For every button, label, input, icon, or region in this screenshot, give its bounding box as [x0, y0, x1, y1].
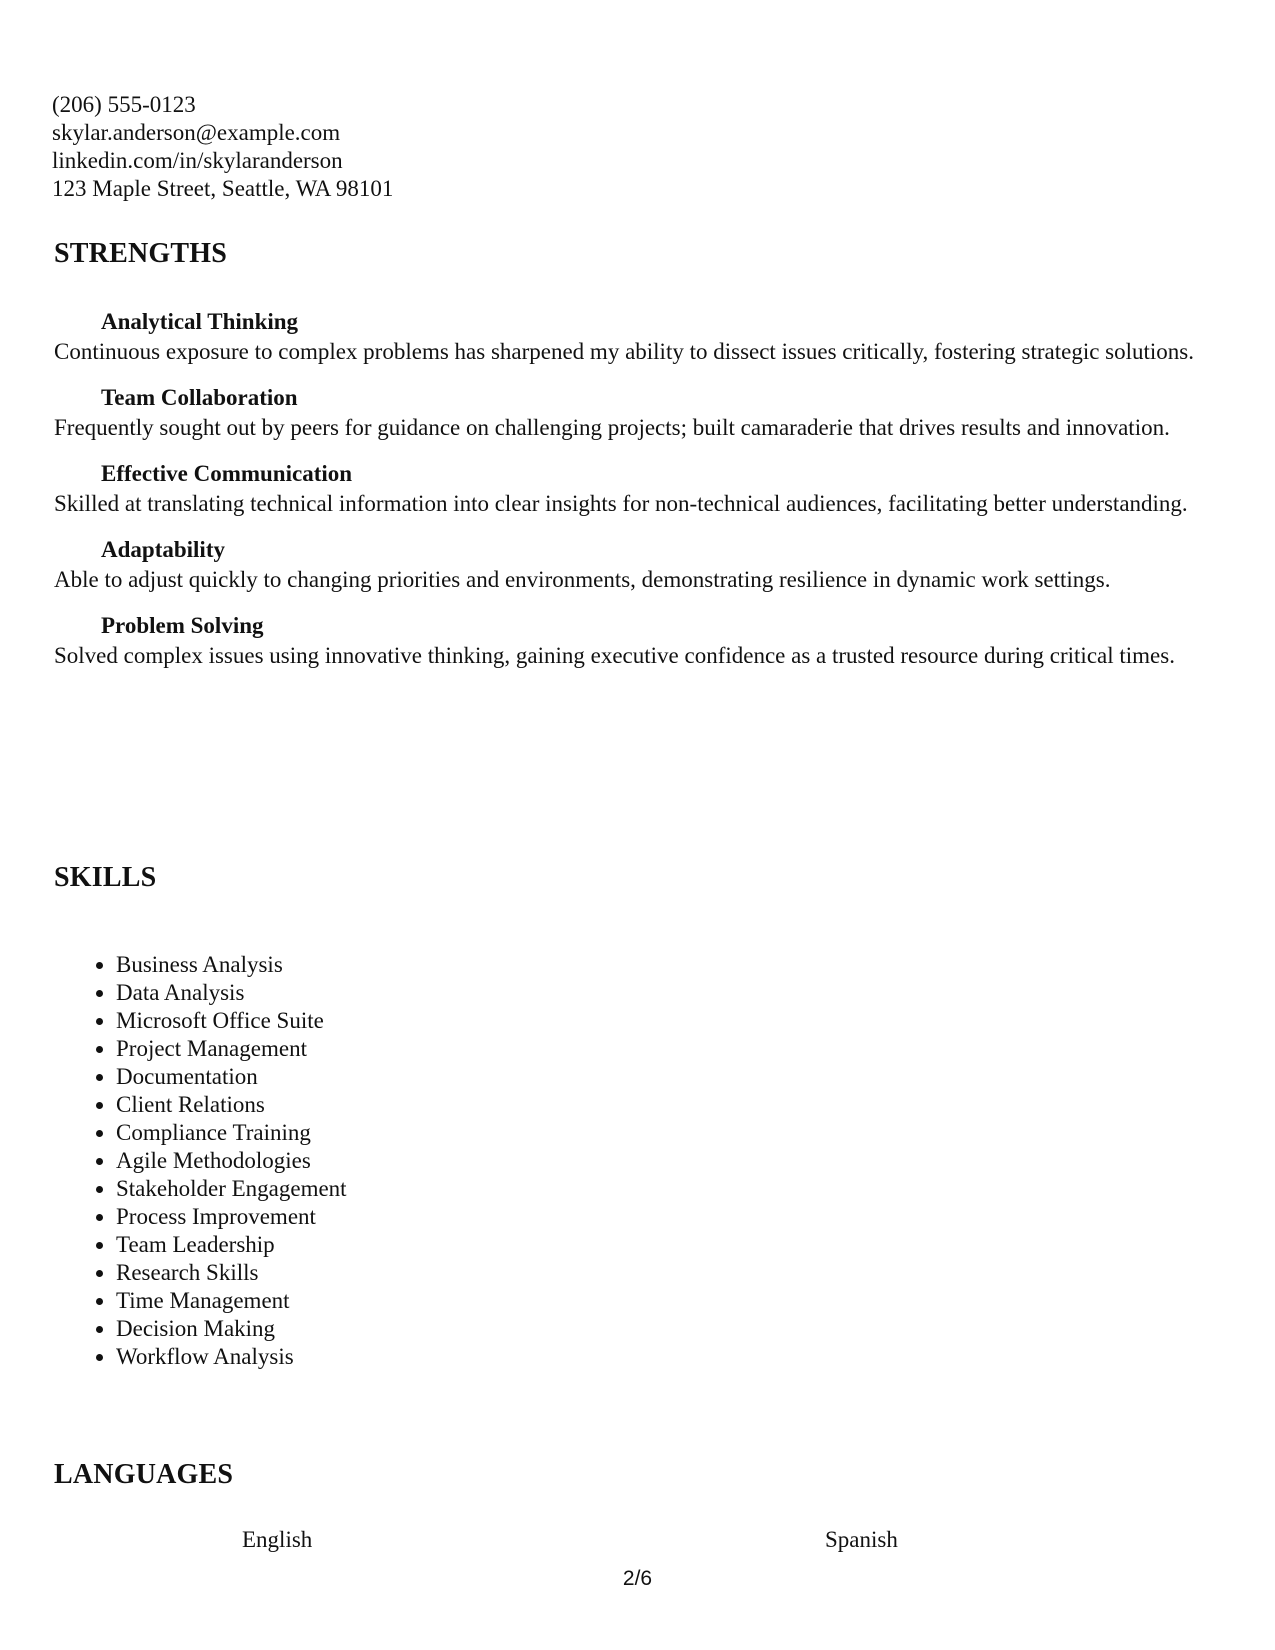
strength-item	[54, 384, 1234, 442]
strength-description: Skilled at translating technical information into clear insights for non-technical audiences, facilitating better understanding.	[54, 491, 1188, 516]
skill-item: • Stakeholder Engagement	[116, 1175, 347, 1203]
email-address: skylar.anderson@example.com	[52, 120, 341, 145]
street-address: 123 Maple Street, Seattle, WA 98101	[52, 176, 394, 201]
linkedin-url: linkedin.com/in/skylaranderson	[52, 148, 343, 173]
strength-description: Solved complex issues using innovative thinking, gaining executive confidence as a trusted resource during critical times.	[54, 643, 1175, 668]
skill-item: • Microsoft Office Suite	[116, 1007, 347, 1035]
strengths-heading: STRENGTHS	[54, 238, 227, 269]
skill-item: • Team Leadership	[116, 1231, 347, 1259]
strength-item	[54, 612, 1234, 670]
strength-description: Continuous exposure to complex problems has sharpened my ability to dissect issues critically, fostering strategic solutions.	[54, 339, 1195, 364]
skill-item: • Research Skills	[116, 1259, 347, 1287]
strength-title: Team Collaboration	[101, 385, 298, 410]
strength-title: Effective Communication	[101, 461, 353, 486]
skill-item: • Process Improvement	[116, 1203, 347, 1231]
skill-item: • Agile Methodologies	[116, 1147, 347, 1175]
language-item: Spanish	[825, 1527, 898, 1552]
strength-description: Able to adjust quickly to changing priorities and environments, demonstrating resilience in dynamic work settings.	[54, 567, 1111, 592]
languages-heading: LANGUAGES	[54, 1459, 234, 1490]
skill-item: • Documentation	[116, 1063, 347, 1091]
strength-description: Frequently sought out by peers for guidance on challenging projects; built camaraderie that drives results and innovation.	[54, 415, 1170, 440]
strength-item	[54, 536, 1234, 594]
skill-item: • Decision Making	[116, 1315, 347, 1343]
strength-item	[54, 308, 1234, 366]
strength-title: Problem Solving	[101, 613, 264, 638]
skills-list	[90, 951, 347, 1371]
skill-item: • Client Relations	[116, 1091, 347, 1119]
strengths-list	[54, 308, 1234, 688]
phone-number: (206) 555-0123	[52, 92, 196, 117]
skill-item: • Workflow Analysis	[116, 1343, 347, 1371]
skill-item: • Time Management	[116, 1287, 347, 1315]
strength-item	[54, 460, 1234, 518]
page-number: 2/6	[622, 1567, 653, 1590]
skill-item: • Business Analysis	[116, 951, 347, 979]
strength-title: Adaptability	[101, 537, 225, 562]
language-item: English	[242, 1527, 313, 1552]
skill-item: • Project Management	[116, 1035, 347, 1063]
strength-title: Analytical Thinking	[101, 309, 299, 334]
skill-item: • Compliance Training	[116, 1119, 347, 1147]
skills-heading: SKILLS	[54, 862, 157, 893]
contact-block	[52, 91, 393, 203]
skill-item: • Data Analysis	[116, 979, 347, 1007]
